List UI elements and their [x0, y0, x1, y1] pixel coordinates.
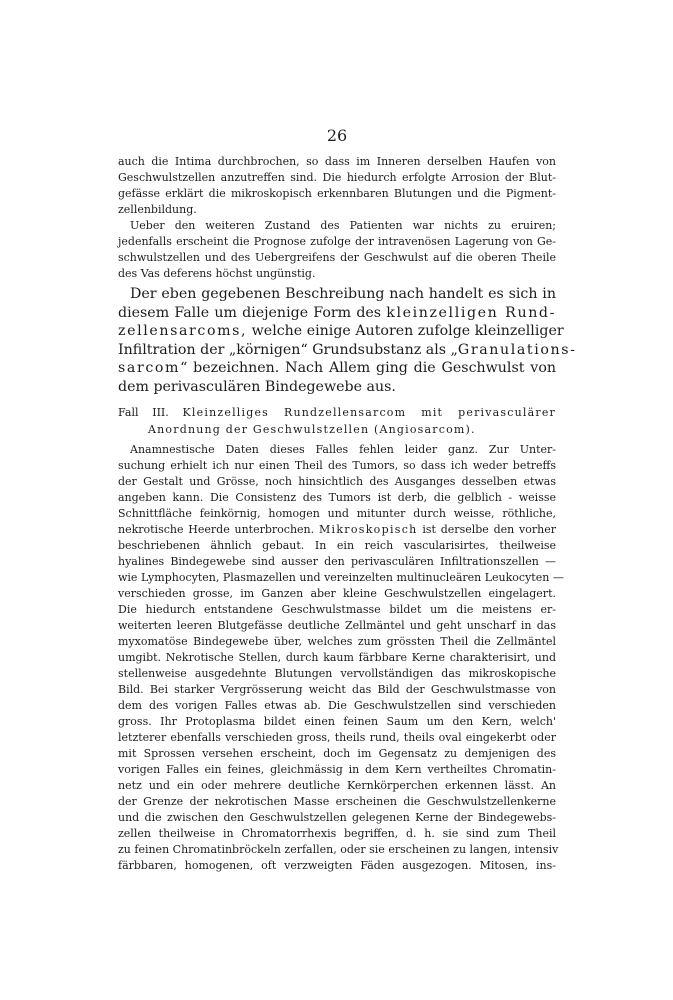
text-span: ist derselbe den vorher: [417, 523, 556, 536]
text-line: umgibt. Nekrotische Stellen, durch kaum färbbare Kerne charakterisirt, und: [118, 651, 556, 664]
text-line: netz und ein oder mehrere deutliche Kernkörperchen erkennen lässt. An: [118, 779, 556, 792]
text-line: des Vas deferens höchst ungünstig.: [118, 267, 316, 280]
spaced-term: zellensarcoms,: [118, 323, 248, 339]
case-title: Anordnung der Geschwulstzellen (Angiosarcom).: [148, 422, 476, 436]
text-line: gross. Ihr Protoplasma bildet einen feinen Saum um den Kern, welch': [118, 715, 556, 728]
case-heading: [118, 405, 556, 438]
text-line: dem des vorigen Falles etwas ab. Die Geschwulstzellen sind verschieden: [118, 699, 556, 712]
text-line: wie Lymphocyten, Plasmazellen und vereinzelten multinucleären Leukocyten —: [118, 571, 564, 584]
spaced-term: sarcom: [118, 360, 181, 376]
page-number: 26: [326, 126, 348, 145]
text-span: nekrotische Heerde unterbrochen.: [118, 523, 319, 536]
text-line: Schnittfläche feinkörnig, homogen und mitunter durch weisse, röthliche,: [118, 507, 556, 520]
text-line: vorigen Falles ein feines, gleichmässig in dem Kern vertheiltes Chromatin-: [118, 763, 556, 776]
text-line: suchung erhielt ich nur einen Theil des Tumors, so dass ich weder betreffs: [118, 459, 556, 472]
text-line: letzterer ebenfalls verschieden gross, theils rund, theils oval eingekerbt oder: [118, 731, 556, 744]
text-line: [118, 304, 556, 323]
text-line: stellenweise ausgedehnte Blutungen vervollständigen das mikroskopische: [118, 667, 556, 680]
text-line: Der eben gegebenen Beschreibung nach handelt es sich in: [130, 286, 556, 302]
text-line: und die zwischen den Geschwulstzellen gelegenen Kerne der Bindegewebs-: [118, 811, 556, 824]
text-span: welche einige Autoren zufolge kleinzelliger: [247, 323, 564, 339]
case-label: Fall III.: [118, 406, 169, 419]
text-line: hyalines Bindegewebe sind ausser den perivasculären Infiltrationszellen —: [118, 555, 556, 568]
text-span: diesem Falle um diejenige Form des: [118, 304, 387, 321]
text-line: Ueber den weiteren Zustand des Patienten war nichts zu eruiren;: [130, 219, 556, 232]
paragraph-continuation: [118, 154, 556, 218]
text-line: weiterten leeren Blutgefässe deutliche Zellmäntel und geht unscharf in das: [118, 619, 556, 632]
text-line: beschriebenen ähnlich gebaut. In ein reich vascularisirtes, theilweise: [118, 539, 556, 552]
text-line: myxomatöse Bindegewebe über, welches zum grössten Theil die Zellmäntel: [118, 635, 556, 648]
text-line: mit Sprossen versehen erscheint, doch im Gegensatz zu demjenigen des: [118, 747, 556, 760]
text-line: auch die Intima durchbrochen, so dass im Inneren derselben Haufen von: [118, 155, 556, 168]
text-line: färbbaren, homogenen, oft verzweigten Fäden ausgezogen. Mitosen, ins-: [118, 859, 556, 872]
spaced-term: kleinzelligen Rund-: [386, 304, 557, 321]
text-line: zu feinen Chromatinbröckeln zerfallen, oder sie erscheinen zu langen, intensiv: [118, 843, 559, 856]
text-line: der Grenze der nekrotischen Masse erscheinen die Geschwulstzellenkerne: [118, 795, 556, 808]
text-line: [118, 341, 577, 360]
heading-line: [118, 405, 556, 422]
text-line: jedenfalls erscheint die Prognose zufolge der intravenösen Lagerung von Ge-: [118, 235, 556, 248]
text-line: Anamnestische Daten dieses Falles fehlen leider ganz. Zur Unter-: [130, 443, 556, 456]
text-span: Infiltration der „körnigen“ Grundsubstanz als „: [118, 341, 458, 358]
text-line: dem perivasculären Bindegewebe aus.: [118, 378, 396, 395]
text-line: gefässe erklärt die mikroskopisch erkennbaren Blutungen und die Pigment-: [118, 187, 556, 200]
text-line: angeben kann. Die Consistenz des Tumors ist derb, die gelblich - weisse: [118, 491, 556, 504]
text-span: “ bezeichnen. Nach Allem ging die Geschwulst von: [180, 360, 556, 376]
text-line: der Gestalt und Grösse, noch hinsichtlich des Ausganges desselben etwas: [118, 475, 556, 488]
paragraph-summary: [118, 285, 577, 396]
text-line: verschieden grosse, im Ganzen aber kleine Geschwulstzellen eingelagert.: [118, 587, 556, 600]
text-line: Geschwulstzellen anzutreffen sind. Die hiedurch erfolgte Arrosion der Blut-: [118, 171, 556, 184]
case-title: Kleinzelliges Rundzellensarcom mit perivasculärer: [182, 406, 557, 419]
heading-line: [118, 422, 556, 439]
text-line: [118, 359, 556, 378]
text-line: [118, 322, 564, 341]
spaced-term: Mikroskopisch: [318, 523, 418, 536]
text-line: [118, 522, 556, 538]
text-line: Die hiedurch entstandene Geschwulstmasse bildet um die meistens er-: [118, 603, 556, 616]
text-line: Bild. Bei starker Vergrösserung weicht das Bild der Geschwulstmasse von: [118, 683, 556, 696]
text-line: zellen theilweise in Chromatorrhexis begriffen, d. h. sie sind zum Theil: [118, 827, 556, 840]
text-line: schwulstzellen und des Uebergreifens der Geschwulst auf die oberen Theile: [118, 251, 556, 264]
paragraph-prognosis: [118, 218, 556, 282]
book-page: [118, 0, 577, 1000]
case-body: [118, 442, 564, 874]
text-line: zellenbildung.: [118, 203, 197, 216]
spaced-term: Granulations-: [457, 341, 577, 358]
